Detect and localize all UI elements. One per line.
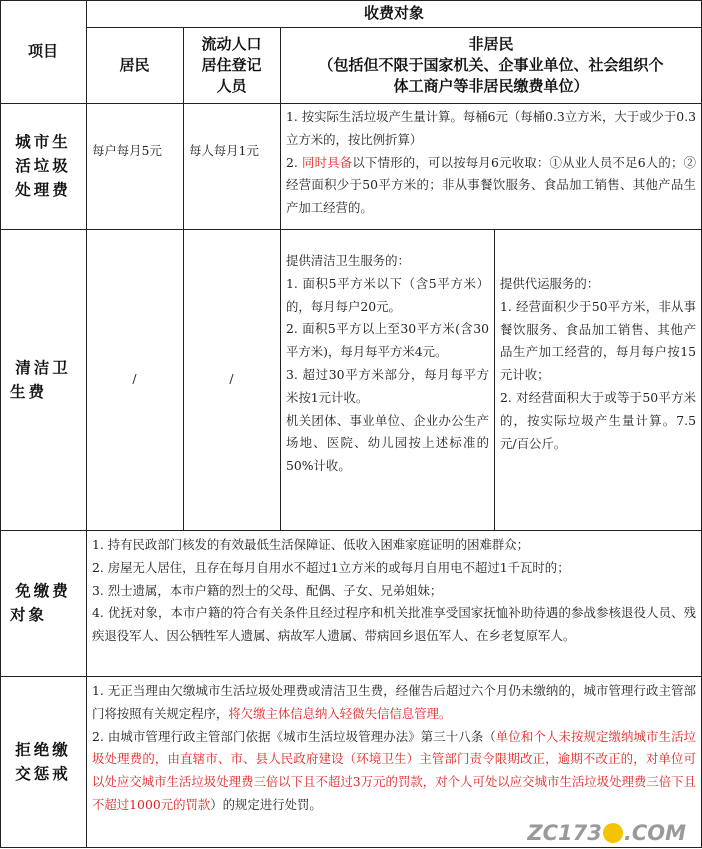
rule-below-header <box>0 103 702 104</box>
transport-title: 提供代运服务的： <box>500 276 600 291</box>
garbage-label-line3: 处理费 <box>15 181 71 199</box>
sanitation-item3: 3. 超过30平方米部分，每月每平方米按1元计收。 <box>286 366 489 405</box>
header-floating-line2: 居住登记 <box>201 55 262 74</box>
garbage-item2-rest: 以下情形的，可以按每月6元收取：①从业人员不足6人的；②经营面积少于50平方米的；非从事餐饮服务、食品加工销售、其他产品生产加工经营的。 <box>286 154 696 216</box>
cleaning-label-line1: 清洁卫 <box>15 358 71 377</box>
garbage-nonresident-cell <box>286 106 696 220</box>
header-fee-target <box>86 0 702 27</box>
garbage-item2-highlight: 同时具备 <box>301 154 353 170</box>
penalty-item2-highlight: 单位和个人未按规定缴纳城市生活垃圾处理费的，由直辖市、市、县人民政府建设（环境卫生）主管部门责令限期改正，逾期不改正的，对单位可以处应交城市生活垃圾处理费三倍以下且不超过3万元的罚款，对个人可处以应交城市生活垃圾处理费三倍下且不超过1000元的罚款 <box>92 728 696 812</box>
header-resident-text: 居民 <box>119 55 150 74</box>
penalty-label-line1: 拒绝缴 <box>15 740 71 759</box>
header-item-text: 项目 <box>27 42 58 60</box>
header-fee-target-text: 收费对象 <box>363 4 424 22</box>
penalty-label-line2: 交惩戒 <box>15 764 71 783</box>
transport-item1: 1. 经营面积少于50平方米，非从事餐饮服务、食品加工销售、其他产品生产加工经营的，每月每户按15元计收； <box>500 298 696 383</box>
garbage-item2-prefix: 2. <box>286 154 302 170</box>
penalty-item1-text: 1. 无正当理由欠缴城市生活垃圾处理费或清洁卫生费，经催告后超过六个月仍未缴纳的，城市管理行政主管部门将按照有关规定程序， <box>92 683 696 721</box>
sanitation-item2: 2. 面积5平方以上至30平方米(含30平方米)，每月每平方米4元。 <box>286 321 489 360</box>
cleaning-transport-cell <box>500 273 696 455</box>
cleaning-resident-text: / <box>132 371 137 387</box>
watermark-right: .COM <box>623 821 686 845</box>
garbage-resident-cell <box>92 140 178 163</box>
rule-below-exemption <box>0 676 702 677</box>
row-label-cleaning-fee <box>0 229 86 530</box>
exemption-item1: 1. 持有民政部门核发的有效最低生活保障证、低收入困难家庭证明的困难群众； <box>92 537 530 552</box>
header-floating-line3: 人员 <box>216 76 247 95</box>
penalty-item1 <box>92 680 696 726</box>
rule-below-cleaning <box>0 530 702 531</box>
cleaning-floating-text: / <box>229 371 234 387</box>
exemption-label-line2: 对象 <box>10 606 48 624</box>
rule-nonresident-split <box>494 229 495 531</box>
exemption-item3: 3. 烈士遗属，本市户籍的烈士的父母、配偶、子女、兄弟姐妹； <box>92 582 443 598</box>
garbage-nonresident-item2 <box>286 152 696 220</box>
penalty-item1-highlight: 将欠缴主体信息纳入轻微失信信息管理。 <box>228 705 452 721</box>
garbage-floating-cell <box>189 140 275 163</box>
header-resident <box>86 27 183 103</box>
header-nonresident-line2: （包括但不限于国家机关、企事业单位、社会组织个 <box>318 55 664 74</box>
row-label-penalty <box>0 676 86 847</box>
cleaning-label-line2: 生费 <box>10 382 48 401</box>
header-floating-population <box>183 27 280 103</box>
header-floating-line1: 流动人口 <box>201 34 262 53</box>
garbage-nonresident-item1: 1. 按实际生活垃圾产生量计算。每桶6元（每桶0.3立方米，大于或少于0.3立方米的，按比例折算） <box>286 109 696 147</box>
penalty-content <box>92 680 696 817</box>
garbage-label-line2: 活垃圾 <box>15 157 71 175</box>
penalty-item2 <box>92 726 696 817</box>
garbage-resident-text: 每户每月5元 <box>92 143 162 158</box>
watermark-left: ZC173 <box>527 821 602 845</box>
exemption-label-line1: 免缴费 <box>15 582 71 600</box>
row-label-exemption <box>0 530 86 676</box>
penalty-item2-text: 2. 由城市管理行政主管部门依据《城市生活垃圾管理办法》第三十八条（ <box>92 728 496 744</box>
rule-bottom <box>0 847 702 848</box>
cleaning-sanitation-cell <box>286 250 489 478</box>
cleaning-resident-cell <box>86 229 183 530</box>
penalty-item2-tail: ）的规定进行处罚。 <box>210 796 322 812</box>
header-item <box>0 0 86 103</box>
exemption-item2: 2. 房屋无人居住，且存在每月自用水不超过1立方米的或每月自用电不超过1千瓦时的； <box>92 559 570 575</box>
exemption-content <box>92 534 696 648</box>
header-nonresident <box>280 27 702 103</box>
cleaning-floating-cell <box>183 229 280 530</box>
header-nonresident-line1: 非居民 <box>468 34 514 53</box>
exemption-item4: 4. 优抚对象，本市户籍的符合有关条件且经过程序和机关批准享受国家抚恤补助待遇的参战参核退役人员、残疾退役军人、因公牺牲军人遗属、病故军人遗属、带病回乡退伍军人、在乡老复原军人。 <box>92 605 696 644</box>
watermark <box>527 821 686 845</box>
row-label-garbage-fee <box>0 103 86 229</box>
smiley-icon <box>603 823 623 843</box>
header-nonresident-line3: 体工商户等非居民缴费单位） <box>393 76 589 95</box>
garbage-label-line1: 城市生 <box>15 133 71 151</box>
garbage-floating-text: 每人每月1元 <box>189 143 259 158</box>
sanitation-note: 机关团体、事业单位、企业办公生产场地、医院、幼儿园按上述标准的50%计收。 <box>286 412 489 474</box>
sanitation-title: 提供清洁卫生服务的： <box>286 253 410 268</box>
sanitation-item1: 1. 面积5平方米以下（含5平方米）的，每月每户20元。 <box>286 275 489 314</box>
transport-item2: 2. 对经营面积大于或等于50平方米的，按实际垃圾产生量计算。7.5元/百公斤。 <box>500 389 696 451</box>
